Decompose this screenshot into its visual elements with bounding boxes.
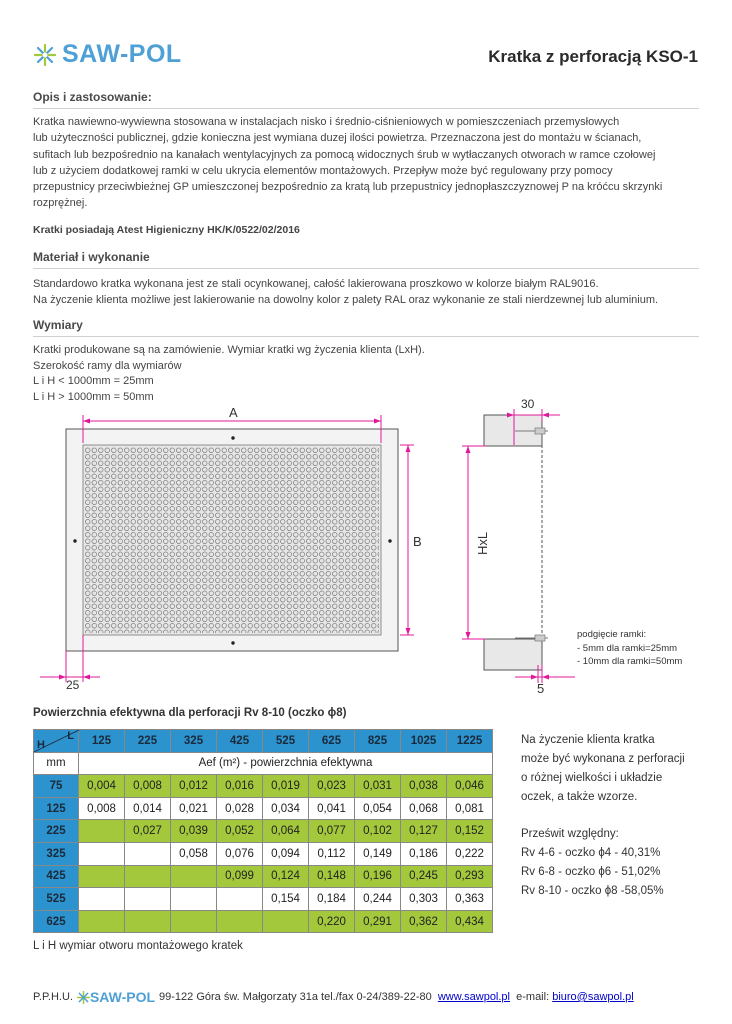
label-hxl: HxL: [475, 531, 490, 555]
table-corner: [34, 730, 79, 753]
text-line: przepustnicy przeciwbieżnej GP umieszczonej bezpośrednio za kratą lub przepustnicy jednopłaszczyznowej P na króćcu skrzynki: [33, 181, 663, 194]
bend-note-title: podgięcie ramki:: [577, 629, 647, 640]
table-cell: 0,112: [309, 842, 355, 865]
text-line: L i H < 1000mm = 25mm: [33, 375, 154, 387]
table-cell: 0,124: [263, 865, 309, 888]
table-cell: 0,008: [79, 797, 125, 820]
table-cell: 0,021: [171, 797, 217, 820]
przeswit-line: Rv 8-10 - oczko ϕ8 -58,05%: [521, 885, 664, 897]
footer-logo: [77, 989, 155, 1005]
divider: [33, 336, 699, 337]
table-cell: 0,081: [447, 797, 493, 820]
row-header: 75: [34, 775, 79, 798]
website-link[interactable]: www.sawpol.pl: [437, 991, 510, 1003]
table-cell: 0,031: [355, 775, 401, 798]
footer-logo-text: SAW-POL: [89, 989, 156, 1005]
text-line: Kratki produkowane są na zamówienie. Wymiar kratki wg życzenia klienta (LxH).: [33, 344, 425, 356]
table-cell: 0,244: [355, 888, 401, 911]
text-line: oczek, a także wzorze.: [521, 791, 638, 803]
bend-note-line: - 10mm dla ramki=50mm: [577, 656, 683, 667]
table-row: [34, 865, 493, 888]
footer: [33, 989, 634, 1005]
table-cell: 0,039: [171, 820, 217, 843]
table-cell: [79, 865, 125, 888]
table-cell: 0,362: [401, 910, 447, 933]
table-cell: 0,102: [355, 820, 401, 843]
table-unit-row: [34, 752, 493, 775]
table-cell: 0,008: [125, 775, 171, 798]
dimension-b: [400, 445, 414, 635]
table-cell: 0,148: [309, 865, 355, 888]
logo: [34, 40, 182, 69]
row-header: 625: [34, 910, 79, 933]
table-cell: 0,303: [401, 888, 447, 911]
table-cell: 0,052: [217, 820, 263, 843]
table-cell: [125, 888, 171, 911]
description-paragraph: [33, 114, 713, 212]
table-cell: 0,023: [309, 775, 355, 798]
table-cell: [217, 888, 263, 911]
divider: [33, 268, 699, 269]
table-cell: 0,027: [125, 820, 171, 843]
table-cell: 0,154: [263, 888, 309, 911]
aef-label: Aef (m²) - powierzchnia efektywna: [79, 752, 493, 775]
atest-note: Kratki posiadają Atest Higieniczny HK/K/0522/02/2016: [33, 224, 300, 236]
table-row: [34, 910, 493, 933]
table-cell: 0,068: [401, 797, 447, 820]
bend-note: [577, 628, 682, 669]
corner-h-label: H: [37, 738, 45, 751]
unit-label: mm: [34, 752, 79, 775]
table-cell: [125, 910, 171, 933]
text-line: o różnej wielkości i układzie: [521, 772, 663, 784]
text-line: Kratka nawiewno-wywiewna stosowana w instalacjach nisko i średnio-ciśnieniowych w pomieszczeniach przemysłowych: [33, 116, 620, 128]
table-title: Powierzchnia efektywna dla perforacji Rv 8-10 (oczko ϕ8): [33, 707, 347, 719]
text-line: Szerokość ramy dla wymiarów: [33, 359, 182, 372]
material-paragraph: [33, 276, 713, 309]
side-note: [521, 731, 685, 901]
table-header-row: [34, 730, 493, 753]
effective-area-table: [33, 729, 493, 933]
column-header: 825: [355, 730, 401, 753]
table-cell: 0,245: [401, 865, 447, 888]
table-cell: 0,434: [447, 910, 493, 933]
table-cell: 0,094: [263, 842, 309, 865]
table-cell: 0,149: [355, 842, 401, 865]
table-cell: 0,222: [447, 842, 493, 865]
table-row: [34, 842, 493, 865]
przeswit-title: Prześwit względny:: [521, 828, 619, 840]
text-line: może być wykonana z perforacji: [521, 753, 685, 765]
table-cell: [79, 888, 125, 911]
table-cell: 0,058: [171, 842, 217, 865]
table-cell: [125, 865, 171, 888]
text-line: lub użyteczności publicznej, gdzie konieczna jest wymiana duzej ilości powietrza. Przeznaczona jest do montażu w ścianach,: [33, 132, 642, 145]
column-header: 325: [171, 730, 217, 753]
spacer: [521, 807, 685, 825]
table-cell: 0,054: [355, 797, 401, 820]
text-line: rozprężnej.: [33, 197, 88, 210]
label-25: 25: [66, 678, 80, 692]
table-cell: 0,184: [309, 888, 355, 911]
column-header: 1225: [447, 730, 493, 753]
column-header: 1025: [401, 730, 447, 753]
table-cell: 0,012: [171, 775, 217, 798]
column-header: 125: [79, 730, 125, 753]
table-row: [34, 775, 493, 798]
footer-address: 99-122 Góra św. Małgorzaty 31a tel./fax 0-24/389-22-80: [159, 991, 432, 1003]
table-cell: 0,041: [309, 797, 355, 820]
table-cell: 0,363: [447, 888, 493, 911]
table-cell: [79, 842, 125, 865]
row-header: 425: [34, 865, 79, 888]
table-cell: [79, 910, 125, 933]
column-header: 425: [217, 730, 263, 753]
email-link[interactable]: biuro@sawpol.pl: [552, 991, 634, 1003]
table-footnote: L i H wymiar otworu montażowego kratek: [33, 940, 243, 952]
label-a: A: [229, 405, 238, 420]
table-cell: 0,127: [401, 820, 447, 843]
text-line: lub z użyciem dodatkowej ramki w celu ukrycia elementów montażowych. Przepływ może być regulowany przy pomocy: [33, 164, 613, 177]
footer-prefix: P.P.H.U.: [33, 991, 73, 1003]
table-cell: 0,016: [217, 775, 263, 798]
section-heading-description: Opis i zastosowanie:: [33, 90, 152, 104]
table-cell: [217, 910, 263, 933]
divider: [33, 108, 699, 109]
snowflake-sun-icon: [77, 991, 90, 1004]
table-cell: 0,014: [125, 797, 171, 820]
snowflake-sun-icon: [34, 44, 56, 66]
table-cell: 0,293: [447, 865, 493, 888]
text-line: sufitach lub bezpośrednio na kanałach wentylacyjnych za pomocą widocznych śrub w wytłaczanych otworach w ramce czołowej: [33, 148, 656, 161]
table-cell: 0,186: [401, 842, 447, 865]
table-cell: [171, 865, 217, 888]
row-header: 325: [34, 842, 79, 865]
table-cell: [125, 842, 171, 865]
text-line: Na życzenie klienta kratka: [521, 734, 655, 746]
bend-note-line: - 5mm dla ramki=25mm: [577, 642, 678, 654]
column-header: 225: [125, 730, 171, 753]
corner-l-label: L: [67, 730, 74, 742]
table-row: [34, 820, 493, 843]
table-cell: 0,077: [309, 820, 355, 843]
label-30: 30: [521, 397, 535, 411]
email-label: e-mail:: [516, 991, 550, 1003]
label-b: B: [413, 534, 422, 549]
table-cell: [171, 888, 217, 911]
table-cell: 0,099: [217, 865, 263, 888]
column-header: 525: [263, 730, 309, 753]
table-row: [34, 797, 493, 820]
label-5: 5: [537, 681, 545, 696]
table-cell: 0,028: [217, 797, 263, 820]
row-header: 125: [34, 797, 79, 820]
grille-side-view: [484, 415, 548, 670]
text-line: Standardowo kratka wykonana jest ze stali ocynkowanej, całość lakierowana proszkowo w kolorze białym RAL9016.: [33, 278, 599, 290]
table-cell: [79, 820, 125, 843]
row-header: 225: [34, 820, 79, 843]
section-heading-material: Materiał i wykonanie: [33, 250, 150, 264]
table-row: [34, 888, 493, 911]
table-cell: 0,291: [355, 910, 401, 933]
table-cell: 0,019: [263, 775, 309, 798]
table-cell: 0,196: [355, 865, 401, 888]
grille-front-view: [66, 429, 398, 651]
page-title: Kratka z perforacją KSO-1: [488, 47, 698, 66]
table-cell: 0,004: [79, 775, 125, 798]
przeswit-line: Rv 4-6 - oczko ϕ4 - 40,31%: [521, 847, 661, 859]
row-header: 525: [34, 888, 79, 911]
table-cell: 0,220: [309, 910, 355, 933]
table-cell: 0,076: [217, 842, 263, 865]
table-cell: 0,064: [263, 820, 309, 843]
logo-text: SAW-POL: [62, 40, 182, 68]
table-cell: [171, 910, 217, 933]
table-cell: 0,152: [447, 820, 493, 843]
text-line: Na życzenie klienta możliwe jest lakierowanie na dowolny kolor z palety RAL oraz wykonanie ze stali nierdzewnej lub aluminium.: [33, 294, 659, 307]
column-header: 625: [309, 730, 355, 753]
table-cell: 0,046: [447, 775, 493, 798]
table-cell: 0,034: [263, 797, 309, 820]
section-heading-dimensions: Wymiary: [33, 318, 83, 332]
przeswit-line: Rv 6-8 - oczko ϕ6 - 51,02%: [521, 866, 661, 878]
table-cell: [263, 910, 309, 933]
text-line: L i H > 1000mm = 50mm: [33, 390, 154, 403]
table-cell: 0,038: [401, 775, 447, 798]
